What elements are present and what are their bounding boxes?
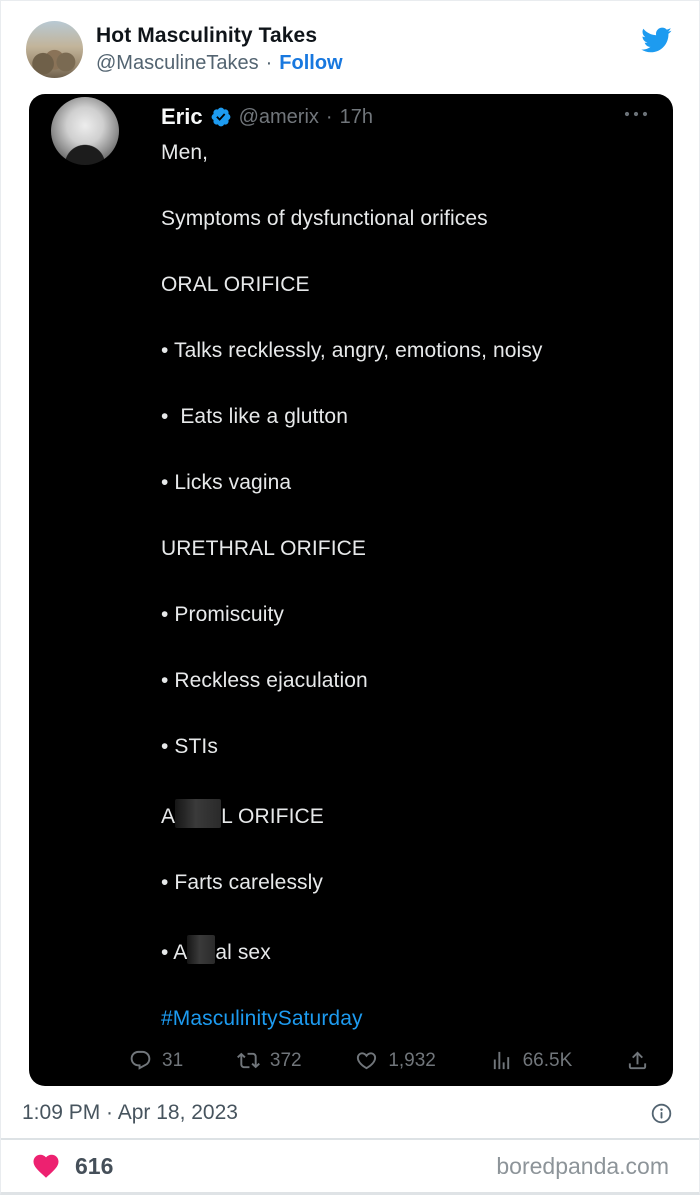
views-count: 66.5K: [522, 1049, 573, 1071]
tweet-actions-row: [129, 1049, 649, 1072]
tweet-card: [29, 94, 673, 1086]
retweet-button[interactable]: [237, 1049, 302, 1072]
post-header: [1, 1, 699, 92]
tweet-avatar[interactable]: [51, 97, 119, 165]
info-circle-icon[interactable]: [650, 1102, 673, 1125]
reply-count: 31: [162, 1049, 184, 1071]
header-account-name[interactable]: Hot Masculinity Takes: [96, 24, 318, 47]
verified-badge-icon: [210, 106, 232, 128]
tweet-paragraph: Symptoms of dysfunctional orifices: [161, 207, 488, 230]
reply-button[interactable]: [129, 1049, 183, 1072]
follow-button[interactable]: Follow: [279, 52, 343, 74]
tweet-paragraph: • Reckless ejaculation: [161, 669, 368, 692]
footer-like-count: 616: [75, 1152, 114, 1179]
tweet-paragraph: • Eats like a glutton: [161, 405, 348, 428]
tweet-paragraph: A L ORIFICE: [161, 799, 651, 830]
like-count: 1,932: [388, 1049, 436, 1071]
like-button[interactable]: [355, 1049, 436, 1072]
share-icon: [626, 1049, 649, 1072]
tweet-content: [161, 100, 651, 1032]
tweet-body: [161, 139, 651, 1032]
tweet-paragraph: • STIs: [161, 735, 218, 758]
header-account-handle[interactable]: @MasculineTakes: [96, 52, 259, 74]
tweet-author-name[interactable]: Eric: [161, 104, 203, 129]
tweet-paragraph: URETHRAL ORIFICE: [161, 537, 367, 560]
tweet-separator: ·: [325, 105, 333, 128]
tweet-paragraph: ORAL ORIFICE: [161, 273, 310, 296]
tweet-name-row: [161, 100, 651, 132]
censor-box: [187, 935, 215, 964]
heart-icon[interactable]: [31, 1151, 61, 1181]
censor-box: [175, 799, 221, 828]
header-avatar[interactable]: [26, 21, 83, 78]
like-icon: [355, 1049, 378, 1072]
tweet-paragraph: • Farts carelessly: [161, 871, 324, 894]
tweet-time[interactable]: 17h: [339, 105, 373, 128]
more-ellipsis-icon[interactable]: [623, 106, 649, 124]
tweet-timestamp[interactable]: 1:09 PM · Apr 18, 2023: [22, 1101, 238, 1124]
views-button[interactable]: [490, 1049, 573, 1072]
header-text: [96, 21, 343, 75]
retweet-count: 372: [269, 1049, 302, 1071]
header-separator: ·: [265, 52, 273, 74]
timestamp-row: [1, 1086, 699, 1138]
header-subline: [96, 52, 343, 75]
retweet-icon: [237, 1049, 260, 1072]
tweet-paragraph: • Talks recklessly, angry, emotions, noisy: [161, 339, 543, 362]
tweet-author-handle[interactable]: @amerix: [238, 105, 319, 128]
reply-icon: [129, 1049, 152, 1072]
tweet-paragraph: • Licks vagina: [161, 471, 292, 494]
footer-source-label: boredpanda.com: [496, 1152, 669, 1179]
tweet-paragraph: Men,: [161, 141, 209, 164]
views-icon: [490, 1049, 513, 1072]
tweet-hashtag[interactable]: #MasculinitySaturday: [161, 1007, 363, 1030]
twitter-bird-icon[interactable]: [637, 24, 675, 56]
footer-bar: [1, 1140, 699, 1192]
tweet-paragraph: • A al sex: [161, 935, 651, 966]
share-button[interactable]: [626, 1049, 649, 1072]
tweet-paragraph: • Promiscuity: [161, 603, 285, 626]
